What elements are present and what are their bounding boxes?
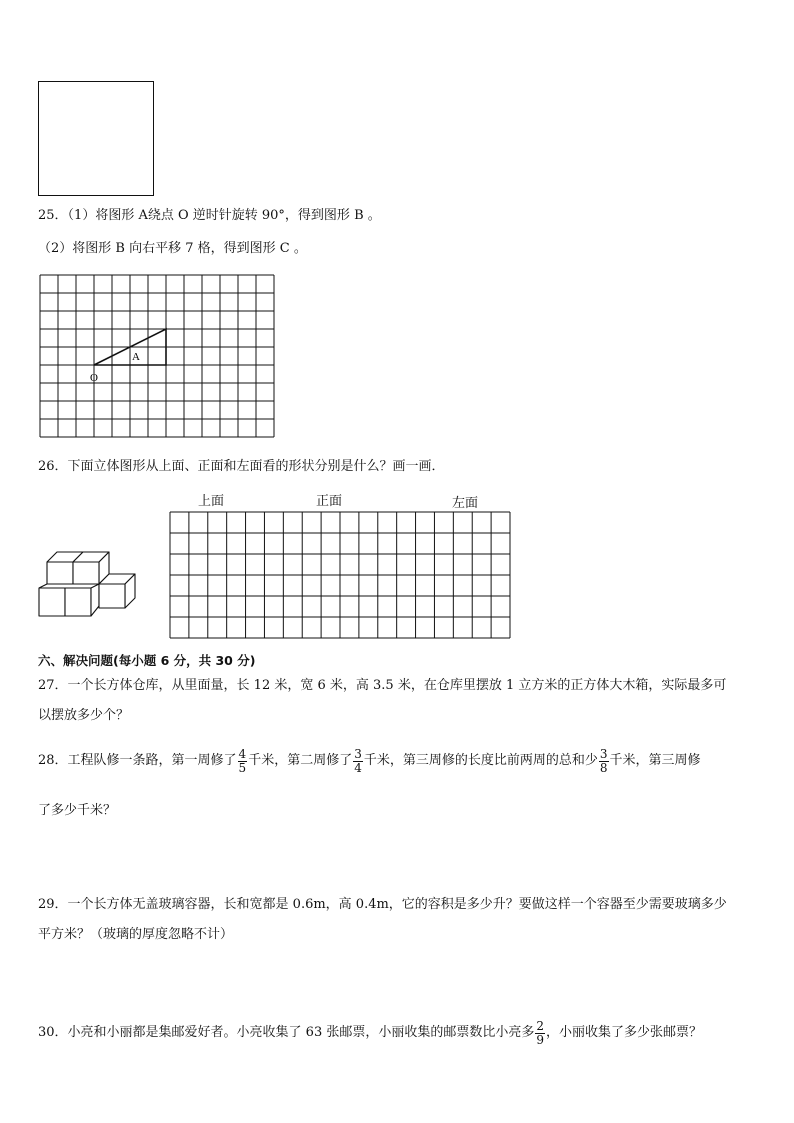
q28-frac3-num: 3 xyxy=(599,746,608,761)
q30-fraction xyxy=(535,1020,545,1047)
label-O: O xyxy=(90,372,98,384)
q28-frac3-den: 8 xyxy=(599,760,608,775)
q26-grid xyxy=(170,512,510,638)
q25-line1: 25．（1）将图形 A绕点 O 逆时针旋转 90°，得到图形 B 。 xyxy=(38,208,381,223)
view-label-front: 正面 xyxy=(316,494,343,509)
q28-part3: 千米，第三周修的长度比前两周的总和少 xyxy=(363,753,598,768)
q28-frac2-den: 4 xyxy=(354,760,362,775)
q28-line2: 了多少千米？ xyxy=(38,803,117,818)
q30-frac-num: 2 xyxy=(536,1018,544,1033)
q28-part4: 千米，第三周修 xyxy=(609,753,701,768)
q28-frac1-den: 5 xyxy=(238,760,247,775)
q27-line1: 27．一个长方体仓库，从里面量，长 12 米，宽 6 米，高 3.5 米，在仓库里摆放 1 立方米的正方体大木箱，实际最多可 xyxy=(38,678,727,693)
q28-frac1-num: 4 xyxy=(238,746,247,761)
q28-line1 xyxy=(38,744,701,778)
q25-grid xyxy=(40,275,274,437)
q27-line2: 以摆放多少个？ xyxy=(38,708,130,723)
q29-line2: 平方米？（玻璃的厚度忽略不计） xyxy=(38,927,234,942)
q28-part2: 千米，第二周修了 xyxy=(248,753,353,768)
q28-frac2-num: 3 xyxy=(354,746,362,761)
q26-question: 26．下面立体图形从上面、正面和左面看的形状分别是什么？画一画． xyxy=(38,459,445,474)
q30-line xyxy=(38,1016,702,1050)
view-label-top: 上面 xyxy=(198,494,225,509)
q30-part2: ，小丽收集了多少张邮票？ xyxy=(546,1025,703,1040)
label-A: A xyxy=(132,351,140,363)
q25-line2: （2）将图形 B 向右平移 7 格，得到图形 C 。 xyxy=(38,241,307,256)
q28-part1: 28．工程队修一条路，第一周修了 xyxy=(38,753,237,768)
answer-box xyxy=(38,81,154,196)
q29-line1: 29．一个长方体无盖玻璃容器，长和宽都是 0.6m，高 0.4m，它的容积是多少升？要做这样一个容器至少需要玻璃多少 xyxy=(38,897,727,912)
q30-part1: 30．小亮和小丽都是集邮爱好者。小亮收集了 63 张邮票，小丽收集的邮票数比小亮多 xyxy=(38,1025,535,1040)
q28-fraction-2 xyxy=(353,748,363,775)
q28-fraction-1 xyxy=(238,748,248,775)
section-6-title: 六、解决问题(每小题 6 分，共 30 分) xyxy=(38,653,256,668)
view-label-left: 左面 xyxy=(452,496,479,511)
q30-frac-den: 9 xyxy=(536,1032,544,1047)
cube-figure xyxy=(38,548,138,620)
q28-fraction-3 xyxy=(599,748,609,775)
